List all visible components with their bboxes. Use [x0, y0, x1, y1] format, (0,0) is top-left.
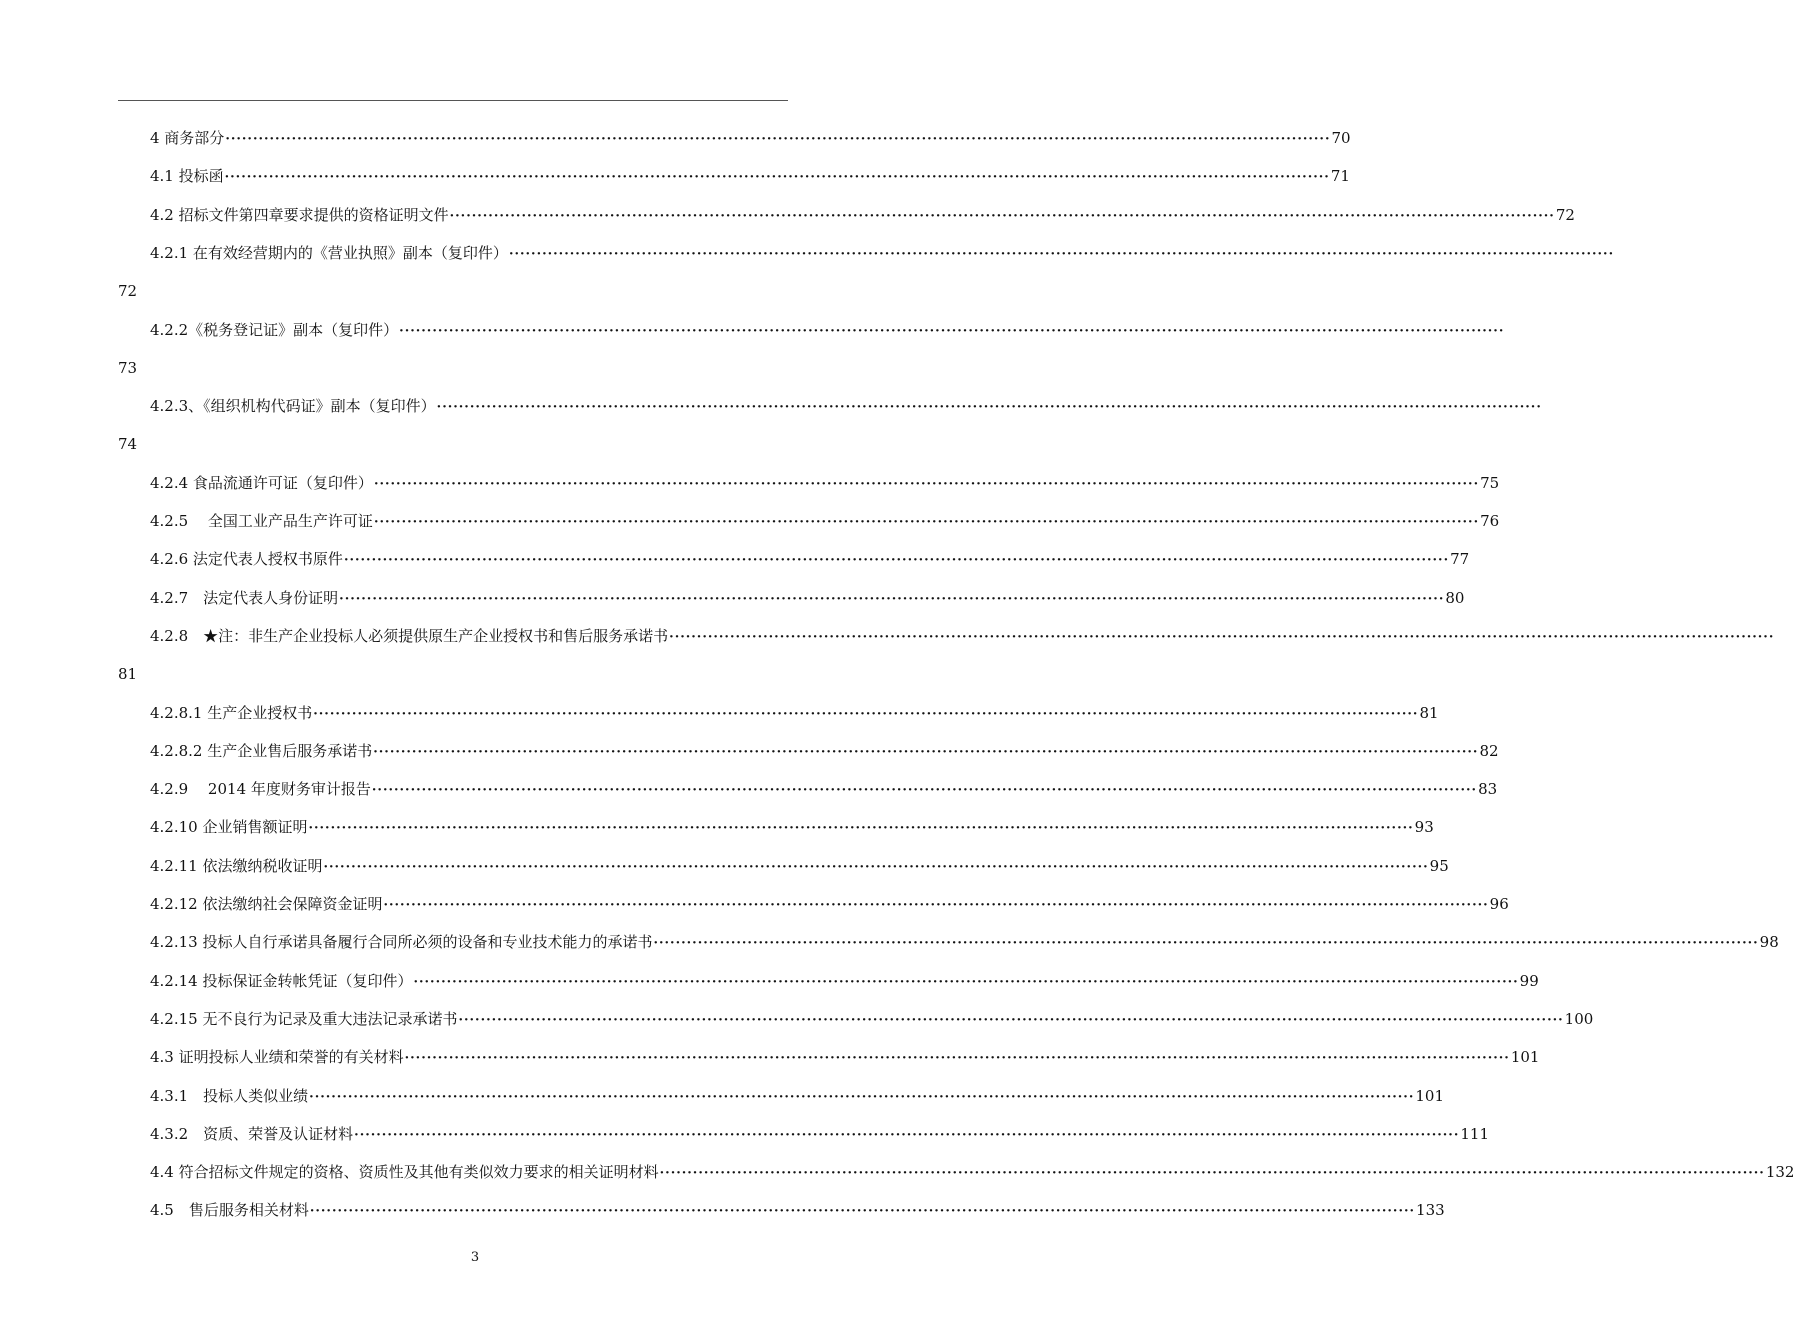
toc-entry-title: 4.2.8.2 生产企业售后服务承诺书	[150, 741, 373, 760]
toc-dot-leader: ········································································································································································································	[373, 515, 1480, 530]
toc-entry-title: 4.2.4 食品流通许可证（复印件）	[150, 473, 373, 492]
toc-entry-page: 72	[118, 282, 138, 301]
toc-dot-leader: ········································································································································································································	[653, 936, 1759, 952]
toc-entry-title: 4.2.10 企业销售额证明	[150, 818, 308, 837]
toc-dot-leader: ········································································································································································································	[413, 974, 1519, 990]
toc-entry-title: 4.2.2《税务登记证》副本（复印件）	[150, 320, 399, 339]
toc-dot-leader: ········································································································································································································	[404, 1051, 1510, 1067]
toc-entry-page: 81	[1419, 703, 1439, 722]
toc-entry-page: 71	[1330, 167, 1350, 186]
toc-entry-title: 4.2.6 法定代表人授权书原件	[150, 550, 343, 569]
toc-entry-page: 101	[1510, 1048, 1540, 1067]
toc-entry[interactable]	[150, 894, 1509, 916]
toc-entry-title: 4.2.15 无不良行为记录及重大违法记录承诺书	[150, 1009, 458, 1028]
toc-entry-title: 4.2 招标文件第四章要求提供的资格证明文件	[150, 205, 449, 224]
toc-entry-page: 83	[1478, 780, 1498, 799]
toc-entry[interactable]	[150, 166, 1350, 188]
toc-dot-leader: ········································································································································································································	[373, 476, 1480, 492]
toc-dot-leader: ········································································································································································································	[669, 629, 1775, 645]
toc-entry-page: 98	[1759, 933, 1779, 952]
toc-entry-page: 73	[118, 358, 138, 377]
toc-entry[interactable]	[150, 128, 1351, 150]
toc-entry-title: 4.3.1 投标人类似业绩	[150, 1086, 309, 1105]
toc-entry[interactable]	[150, 396, 1542, 418]
toc-entry[interactable]	[150, 626, 1775, 648]
toc-dot-leader: ········································································································································································································	[354, 1127, 1460, 1143]
toc-entry-title: 4.2.12 依法缴纳社会保障资金证明	[150, 895, 383, 913]
toc-dot-leader: ········································································································································································································	[309, 1089, 1415, 1105]
toc-entry-title: 4 商务部分	[150, 129, 225, 147]
toc-dot-leader: ········································································································································································································	[313, 706, 1419, 722]
toc-entry[interactable]	[150, 320, 1505, 342]
toc-entry[interactable]	[150, 205, 1575, 227]
toc-entry-title: 4.4 符合招标文件规定的资格、资质性及其他有类似效力要求的相关证明材料	[150, 1163, 659, 1182]
toc-entry[interactable]	[150, 1086, 1444, 1108]
toc-entry-page: 75	[1480, 473, 1500, 492]
toc-dot-leader: ········································································································································································································	[343, 553, 1450, 569]
toc-entry-title: 4.3 证明投标人业绩和荣誉的有关材料	[150, 1048, 404, 1067]
toc-entry-title: 4.2.3、《组织机构代码证》副本（复印件）	[150, 397, 436, 416]
toc-dot-leader: ········································································································································································································	[339, 591, 1445, 607]
toc-entry-title: 4.2.13 投标人自行承诺具备履行合同所必须的设备和专业技术能力的承诺书	[150, 933, 653, 952]
toc-dot-leader: ········································································································································································································	[224, 170, 1330, 186]
toc-entry-title: 4.1 投标函	[150, 167, 224, 186]
toc-dot-leader: ········································································································································································································	[449, 208, 1555, 224]
toc-entry[interactable]	[150, 703, 1439, 725]
page-number: 3	[470, 1250, 480, 1265]
toc-entry[interactable]	[150, 856, 1449, 878]
toc-dot-leader: ········································································································································································································	[308, 821, 1414, 837]
toc-entry-title: 4.2.9 2014 年度财务审计报告	[150, 780, 371, 799]
toc-dot-leader: ········································································································································································································	[458, 1012, 1564, 1028]
toc-dot-leader: ········································································································································································································	[436, 400, 1542, 416]
toc-entry-title: 4.5 售后服务相关材料	[150, 1201, 309, 1220]
toc-dot-leader: ········································································································································································································	[225, 132, 1331, 147]
toc-dot-leader: ········································································································································································································	[323, 859, 1429, 875]
toc-dot-leader: ········································································································································································································	[371, 783, 1478, 799]
toc-entry-page: 93	[1414, 818, 1434, 837]
toc-entry-page: 101	[1415, 1086, 1444, 1105]
toc-entry-page: 132	[1765, 1163, 1794, 1182]
toc-entry[interactable]	[150, 1200, 1445, 1222]
toc-entry-title: 4.3.2 资质、荣誉及认证材料	[150, 1124, 354, 1143]
toc-dot-leader: ········································································································································································································	[373, 744, 1479, 760]
toc-entry-page: 72	[1555, 205, 1575, 224]
toc-entry-title: 4.2.8.1 生产企业授权书	[150, 703, 313, 722]
toc-entry[interactable]	[150, 817, 1434, 839]
toc-entry-page: 74	[118, 435, 138, 454]
toc-dot-leader: ········································································································································································································	[508, 246, 1615, 262]
toc-entry-title: 4.2.8 ★注：非生产企业投标人必须提供原生产企业授权书和售后服务承诺书	[150, 626, 669, 645]
toc-entry-page: 100	[1564, 1009, 1594, 1028]
toc-dot-leader: ········································································································································································································	[309, 1204, 1416, 1220]
toc-entry[interactable]	[150, 588, 1465, 610]
toc-entry[interactable]	[150, 243, 1615, 265]
toc-entry-page: 95	[1429, 856, 1449, 875]
toc-entry-page: 70	[1331, 129, 1351, 147]
toc-dot-leader: ········································································································································································································	[383, 898, 1489, 913]
toc-entry-page: 80	[1445, 588, 1465, 607]
toc-entry-page: 96	[1489, 895, 1509, 913]
toc-entry-title: 4.2.7 法定代表人身份证明	[150, 588, 339, 607]
toc-entry-page: 77	[1450, 550, 1470, 569]
toc-entry-title: 4.2.5 全国工业产品生产许可证	[150, 512, 373, 530]
toc-entry[interactable]	[150, 549, 1470, 571]
toc-entry[interactable]	[150, 473, 1500, 495]
toc-entry[interactable]	[150, 932, 1779, 954]
toc-entry[interactable]	[150, 971, 1539, 993]
toc-entry-page: 99	[1519, 971, 1539, 990]
toc-entry[interactable]	[150, 741, 1499, 763]
toc-entry[interactable]	[150, 779, 1498, 801]
toc-entry[interactable]	[150, 1124, 1489, 1146]
toc-dot-leader: ········································································································································································································	[659, 1166, 1765, 1182]
toc-entry-page: 111	[1460, 1124, 1489, 1143]
toc-entry-page: 81	[118, 665, 138, 684]
toc-entry-title: 4.2.14 投标保证金转帐凭证（复印件）	[150, 971, 413, 990]
toc-entry[interactable]	[150, 1047, 1540, 1069]
toc-entry-page: 82	[1479, 741, 1499, 760]
toc-entry[interactable]	[150, 511, 1500, 533]
toc-entry[interactable]	[150, 1162, 1794, 1184]
toc-entry-page: 133	[1416, 1201, 1445, 1220]
toc-entry-page: 76	[1480, 512, 1500, 530]
toc-entry-title: 4.2.11 依法缴纳税收证明	[150, 856, 323, 875]
toc-dot-leader: ········································································································································································································	[399, 323, 1505, 339]
toc-entry[interactable]	[150, 1009, 1594, 1031]
toc-entry-title: 4.2.1 在有效经营期内的《营业执照》副本（复印件）	[150, 243, 508, 262]
